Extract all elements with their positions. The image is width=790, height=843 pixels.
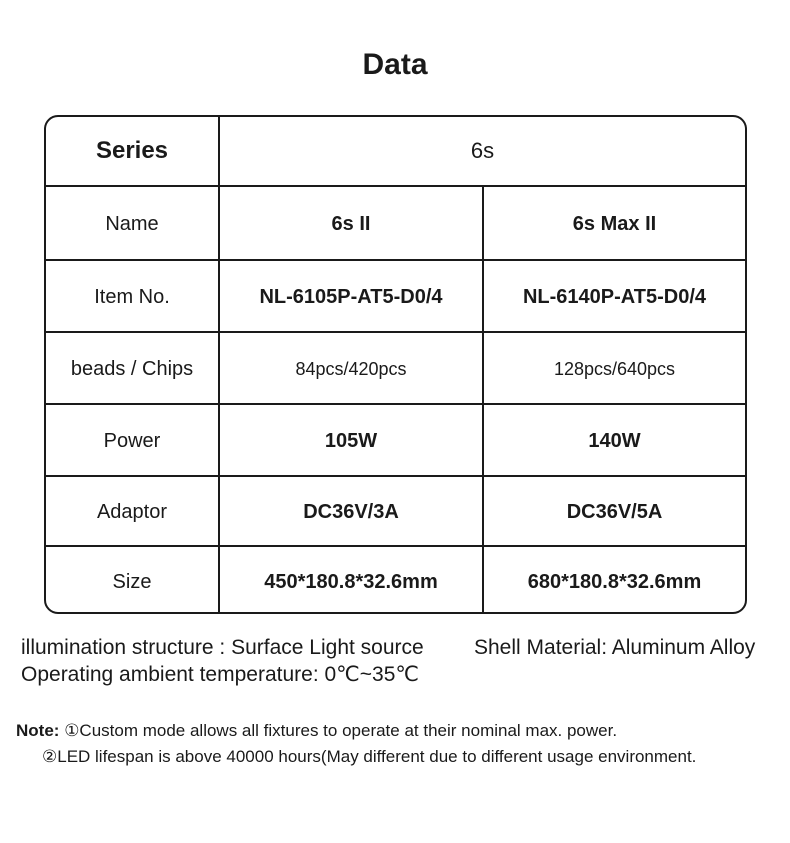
note-1-text: ①Custom mode allows all fixtures to operate at their nominal max. power. bbox=[64, 721, 618, 740]
operating-temperature-text: Operating ambient temperature: 0℃~35℃ bbox=[21, 663, 419, 686]
size-6s-ii: 450*180.8*32.6mm bbox=[220, 547, 484, 614]
table-row bbox=[46, 475, 745, 547]
table-row bbox=[46, 185, 745, 261]
table-row bbox=[46, 545, 745, 614]
beads-6s-max-ii: 128pcs/640pcs bbox=[553, 358, 676, 379]
row-label-beads: beads / Chips bbox=[46, 333, 220, 405]
series-row bbox=[46, 117, 745, 185]
table-row bbox=[46, 259, 745, 333]
row-label-adaptor: Adaptor bbox=[46, 477, 220, 547]
size-6s-max-ii: 680*180.8*32.6mm bbox=[527, 571, 702, 593]
series-value: 6s bbox=[470, 138, 495, 163]
note-2-text: ②LED lifespan is above 40000 hours(May different due to different usage environment. bbox=[42, 747, 697, 766]
item-no-6s-max-ii: NL-6140P-AT5-D0/4 bbox=[522, 285, 707, 308]
spec-table bbox=[44, 115, 747, 614]
name-6s-max-ii: 6s Max II bbox=[572, 212, 657, 235]
note-line-1 bbox=[16, 721, 617, 741]
illumination-structure-text: illumination structure : Surface Light source bbox=[21, 636, 424, 659]
shell-material-text: Shell Material: Aluminum Alloy bbox=[474, 636, 756, 659]
note-label: Note: bbox=[16, 721, 60, 740]
beads-6s-ii: 84pcs/420pcs bbox=[220, 333, 484, 405]
row-label-power: Power bbox=[46, 405, 220, 477]
power-6s-ii: 105W bbox=[220, 405, 484, 477]
row-label-size: Size bbox=[46, 547, 220, 614]
series-label: Series bbox=[46, 117, 220, 185]
adaptor-6s-max-ii: DC36V/5A bbox=[566, 500, 663, 523]
table-row bbox=[46, 331, 745, 405]
item-no-6s-ii: NL-6105P-AT5-D0/4 bbox=[220, 261, 484, 333]
page-title: Data bbox=[362, 48, 428, 81]
row-label-name: Name bbox=[46, 187, 220, 261]
row-label-item-no: Item No. bbox=[46, 261, 220, 333]
power-6s-max-ii: 140W bbox=[588, 429, 641, 452]
name-6s-ii: 6s II bbox=[220, 187, 484, 261]
adaptor-6s-ii: DC36V/3A bbox=[220, 477, 484, 547]
table-row bbox=[46, 403, 745, 477]
